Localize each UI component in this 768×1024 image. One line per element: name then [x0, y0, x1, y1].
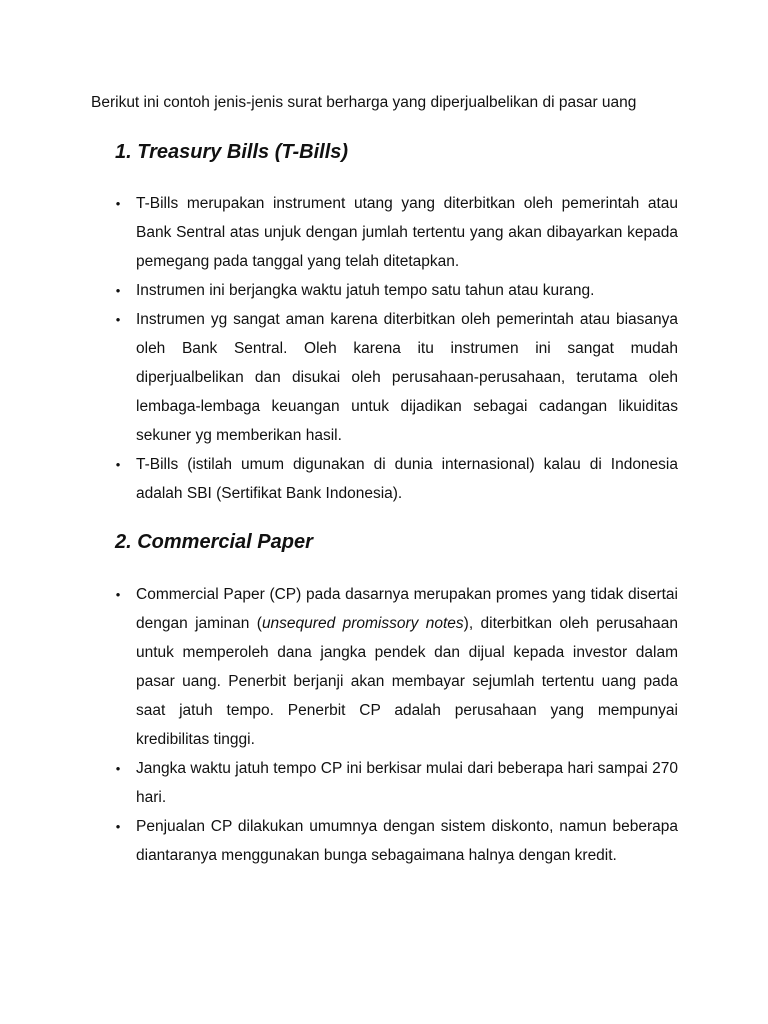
- list-item: [112, 812, 678, 870]
- list-item-text: [136, 586, 678, 748]
- intro-paragraph: Berikut ini contoh jenis-jenis surat berharga yang diperjualbelikan di pasar uang: [91, 94, 637, 111]
- treasury-bills-list: [112, 189, 678, 508]
- list-item: [112, 189, 678, 276]
- list-item: [112, 450, 678, 508]
- italic-term: unsequred promissory notes: [261, 615, 464, 632]
- list-item: [112, 754, 678, 812]
- list-item-text: Jangka waktu jatuh tempo CP ini berkisar mulai dari beberapa hari sampai 270 hari.: [136, 760, 678, 806]
- list-item-text: T-Bills (istilah umum digunakan di dunia internasional) kalau di Indonesia adalah SBI (Sertifikat Bank Indonesia).: [136, 456, 678, 502]
- bullet-icon: •: [115, 283, 121, 298]
- list-item-text: Penjualan CP dilakukan umumnya dengan sistem diskonto, namun beberapa diantaranya menggunakan bunga sebagaimana halnya dengan kredit.: [136, 818, 678, 864]
- bullet-icon: •: [115, 587, 121, 602]
- list-item-text: T-Bills merupakan instrument utang yang diterbitkan oleh pemerintah atau Bank Sentral atas unjuk dengan jumlah tertentu yang akan dibayarkan kepada pemegang pada tanggal yang telah ditetapkan.: [136, 195, 678, 270]
- list-item: [112, 580, 678, 754]
- bullet-icon: •: [115, 312, 121, 327]
- list-item: [112, 276, 678, 305]
- commercial-paper-list: [112, 580, 678, 870]
- list-item-text: Instrumen yg sangat aman karena diterbitkan oleh pemerintah atau biasanya oleh Bank Sentral. Oleh karena itu instrumen ini sangat mudah diperjualbelikan dan disukai oleh perusahaan-perusahaan, terutama oleh lembaga-lembaga keuangan untuk dijadikan sebagai cadangan likuiditas sekuner yg memberikan hasil.: [136, 311, 678, 444]
- bullet-icon: •: [115, 819, 121, 834]
- list-item: [112, 305, 678, 450]
- section-heading-commercial-paper: 2. Commercial Paper: [115, 531, 313, 553]
- list-item-text-part: ), diterbitkan oleh perusahaan untuk memperoleh dana jangka pendek dan dijual kepada investor dalam pasar uang. Penerbit berjanji akan membayar sejumlah tertentu uang pada saat jatuh tempo. Penerbit CP adalah perusahaan yang mempunyai kredibilitas tinggi.: [136, 615, 678, 748]
- list-item-text: Instrumen ini berjangka waktu jatuh tempo satu tahun atau kurang.: [136, 282, 595, 299]
- list-item-text-part: Commercial Paper (CP) pada dasarnya merupakan promes yang tidak disertai dengan jaminan (: [136, 586, 678, 632]
- bullet-icon: •: [115, 196, 121, 211]
- section-heading-treasury-bills: 1. Treasury Bills (T-Bills): [115, 141, 349, 163]
- bullet-icon: •: [115, 457, 121, 472]
- bullet-icon: •: [115, 761, 121, 776]
